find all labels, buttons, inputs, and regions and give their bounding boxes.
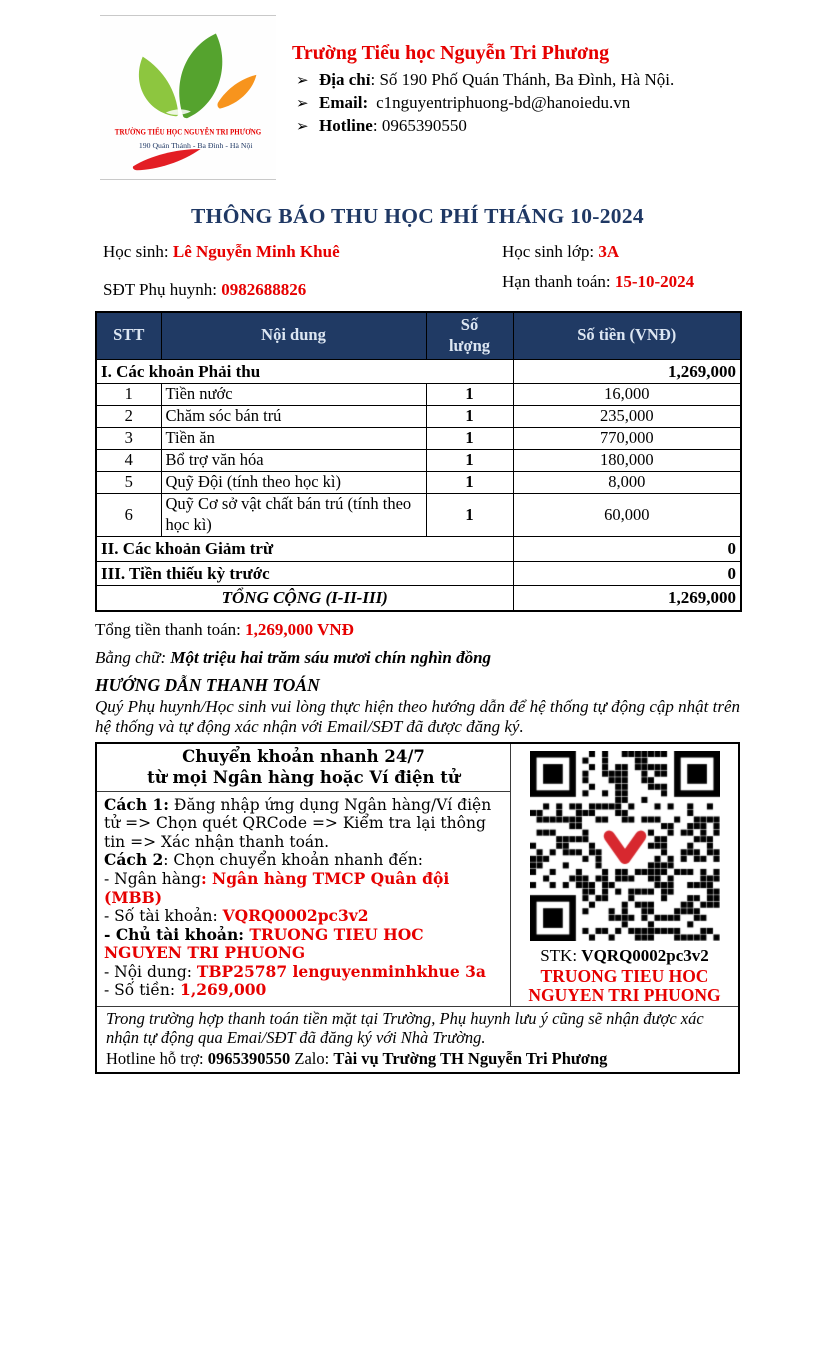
student-name-row	[103, 242, 502, 262]
method1-text: Đăng nhập ứng dụng Ngân hàng/Ví điện tử => Chọn quét QRCode => Kiểm tra lại thông tin => Xác nhận thanh toán.	[104, 795, 492, 851]
page-title: THÔNG BÁO THU HỌC PHÍ THÁNG 10-2024	[191, 204, 644, 228]
row-qty: 1	[426, 450, 513, 472]
parent-phone-label: SĐT Phụ huynh:	[103, 280, 222, 299]
row-qty: 1	[426, 384, 513, 406]
account-number-value: VQRQ0002pc3v2	[222, 906, 369, 926]
row-qty: 1	[426, 428, 513, 450]
address-label: Địa chỉ	[319, 70, 371, 89]
section-prior-debt-amount: 0	[513, 561, 741, 586]
method2-label: Cách 2	[104, 850, 164, 870]
row-name: Chăm sóc bán trú	[161, 406, 426, 428]
qr-stk-line	[511, 946, 738, 966]
transfer-memo-value: TBP25787 lenguyenminhkhue 3a	[196, 961, 486, 981]
student-info-left	[103, 242, 502, 300]
transfer-memo-label: - Nội dung:	[104, 962, 197, 981]
payment-box-qr-panel	[511, 744, 738, 1006]
email-label: Email:	[319, 93, 369, 112]
school-logo	[100, 15, 276, 180]
payment-box	[95, 742, 740, 1074]
section-deduction-row	[96, 537, 741, 562]
header-contact-block	[276, 15, 674, 180]
school-logo-graphic	[106, 20, 270, 176]
parent-phone-value: 0982688826	[221, 280, 307, 299]
support-hotline-label: Hotline hỗ trợ:	[106, 1048, 208, 1068]
row-stt: 1	[96, 384, 161, 406]
account-holder-value: TRUONG TIEU HOC NGUYEN TRI PHUONG	[104, 924, 424, 963]
student-name-label: Học sinh:	[103, 242, 173, 261]
logo-leaf-left	[139, 56, 178, 116]
student-class-value: 3A	[598, 242, 620, 261]
total-amount: 1,269,000	[513, 586, 741, 611]
table-row	[96, 494, 741, 537]
address-value: : Số 190 Phố Quán Thánh, Ba Đình, Hà Nội.	[370, 70, 675, 89]
section-deduction-amount: 0	[513, 537, 741, 562]
total-payment-label: Tổng tiền thanh toán:	[95, 619, 246, 639]
row-amount: 8,000	[513, 472, 741, 494]
row-stt: 4	[96, 450, 161, 472]
school-name: Trường Tiểu học Nguyễn Tri Phương	[292, 42, 610, 64]
transfer-header-line2: từ mọi Ngân hàng hoặc Ví điện tử	[147, 768, 460, 788]
row-qty: 1	[426, 494, 513, 537]
row-stt: 2	[96, 406, 161, 428]
logo-school-address: 190 Quán Thánh - Ba Đình - Hà Nội	[138, 140, 253, 150]
table-row	[96, 450, 741, 472]
support-hotline-line	[106, 1048, 729, 1069]
qr-stk-label: STK:	[540, 946, 582, 966]
bank-label: - Ngân hàng	[104, 869, 201, 888]
row-amount: 16,000	[513, 384, 741, 406]
method1-label: Cách 1:	[104, 794, 169, 814]
section-payable-row	[96, 359, 741, 384]
header-stt: STT	[96, 312, 161, 359]
row-amount: 770,000	[513, 428, 741, 450]
email-value: c1nguyentriphuong-bd@hanoiedu.vn	[376, 93, 631, 112]
payment-box-left	[97, 744, 511, 1006]
payment-guide-title: HƯỚNG DẪN THANH TOÁN	[95, 674, 320, 695]
student-info-right	[502, 242, 740, 300]
support-hotline-value: 0965390550	[207, 1048, 291, 1068]
student-class-row	[502, 242, 740, 262]
total-payment-value: 1,269,000 VNĐ	[245, 619, 354, 639]
transfer-header-line1: Chuyển khoản nhanh 24/7	[182, 747, 425, 767]
amount-in-words-line	[95, 648, 740, 668]
logo-red-swoosh	[133, 149, 201, 170]
row-stt: 3	[96, 428, 161, 450]
row-amount: 60,000	[513, 494, 741, 537]
logo-orange-swoosh	[217, 74, 256, 108]
section-prior-debt-row	[96, 561, 741, 586]
section-deduction-label: II. Các khoản Giảm trừ	[96, 537, 513, 562]
row-name: Tiền nước	[161, 384, 426, 406]
header-qty: Số lượng	[426, 312, 513, 359]
section-payable-label: I. Các khoản Phải thu	[96, 359, 513, 384]
qr-stk-value: VQRQ0002pc3v2	[581, 946, 709, 966]
transfer-amount-value: 1,269,000	[180, 980, 267, 1000]
table-row	[96, 406, 741, 428]
arrow-bullet-icon: ➢	[296, 119, 309, 135]
fee-table	[95, 311, 742, 612]
account-number-label: - Số tài khoản:	[104, 907, 223, 926]
logo-school-name: TRƯỜNG TIỂU HỌC NGUYỄN TRI PHƯƠNG	[114, 126, 262, 137]
bank-value: : Ngân hàng TMCP Quân đội (MBB)	[104, 868, 450, 907]
student-name-value: Lê Nguyễn Minh Khuê	[172, 242, 340, 261]
row-qty: 1	[426, 472, 513, 494]
due-date-label: Hạn thanh toán:	[502, 272, 615, 291]
student-class-label: Học sinh lớp:	[502, 242, 599, 261]
student-info	[95, 242, 740, 300]
arrow-bullet-icon: ➢	[296, 96, 309, 112]
transfer-instructions	[97, 792, 510, 1007]
email-line	[292, 92, 674, 115]
document-header	[100, 0, 817, 180]
method2-text: : Chọn chuyển khoản nhanh đến:	[163, 851, 423, 870]
row-name: Bổ trợ văn hóa	[161, 450, 426, 472]
row-stt: 6	[96, 494, 161, 537]
table-row	[96, 384, 741, 406]
logo-leaf-right	[179, 33, 222, 118]
amount-in-words-label: Bằng chữ:	[95, 647, 171, 667]
payment-box-footer	[97, 1006, 738, 1072]
transfer-header	[97, 744, 510, 791]
hotline-line	[292, 115, 674, 138]
row-amount: 180,000	[513, 450, 741, 472]
table-row	[96, 428, 741, 450]
row-name: Quỹ Đội (tính theo học kì)	[161, 472, 426, 494]
hotline-label: Hotline	[319, 116, 373, 135]
address-line	[292, 69, 674, 92]
total-label: TỔNG CỘNG (I-II-III)	[96, 586, 513, 611]
table-row	[96, 472, 741, 494]
row-amount: 235,000	[513, 406, 741, 428]
due-date-row	[502, 272, 740, 292]
row-name: Quỹ Cơ sở vật chất bán trú (tính theo học kì)	[161, 494, 426, 537]
total-row	[96, 586, 741, 611]
account-holder-label: - Chủ tài khoản:	[104, 924, 250, 944]
row-name: Tiền ăn	[161, 428, 426, 450]
total-payment-line	[95, 620, 740, 640]
qr-account-name: TRUONG TIEU HOC NGUYEN TRI PHUONG	[528, 965, 721, 1006]
payment-guide-text: Quý Phụ huynh/Học sinh vui lòng thực hiện theo hướng dẫn để hệ thống tự động cập nhật trên hệ thống và tự động xác nhận với Email/SĐT đã được đăng ký.	[95, 696, 741, 736]
section-payable-amount: 1,269,000	[513, 359, 741, 384]
transfer-amount-label: - Số tiền:	[104, 981, 181, 1000]
zalo-value: Tài vụ Trường TH Nguyễn Tri Phương	[333, 1048, 608, 1068]
qr-code	[530, 751, 720, 941]
row-stt: 5	[96, 472, 161, 494]
header-content: Nội dung	[161, 312, 426, 359]
zalo-label: Zalo:	[290, 1048, 334, 1068]
arrow-bullet-icon: ➢	[296, 73, 309, 89]
hotline-value: : 0965390550	[372, 116, 467, 135]
header-amount: Số tiền (VNĐ)	[513, 312, 741, 359]
amount-in-words-value: Một triệu hai trăm sáu mươi chín nghìn đồng	[170, 647, 492, 667]
due-date-value: 15-10-2024	[614, 272, 695, 291]
section-prior-debt-label: III. Tiền thiếu kỳ trước	[96, 561, 513, 586]
cash-payment-note: Trong trường hợp thanh toán tiền mặt tại Trường, Phụ huynh lưu ý cũng sẽ nhận được xác nhận tự động qua Emai/SĐT đã đăng ký với Nhà Trường.	[106, 1009, 704, 1048]
fee-table-header-row	[96, 312, 741, 359]
row-qty: 1	[426, 406, 513, 428]
parent-phone-row	[103, 280, 502, 300]
